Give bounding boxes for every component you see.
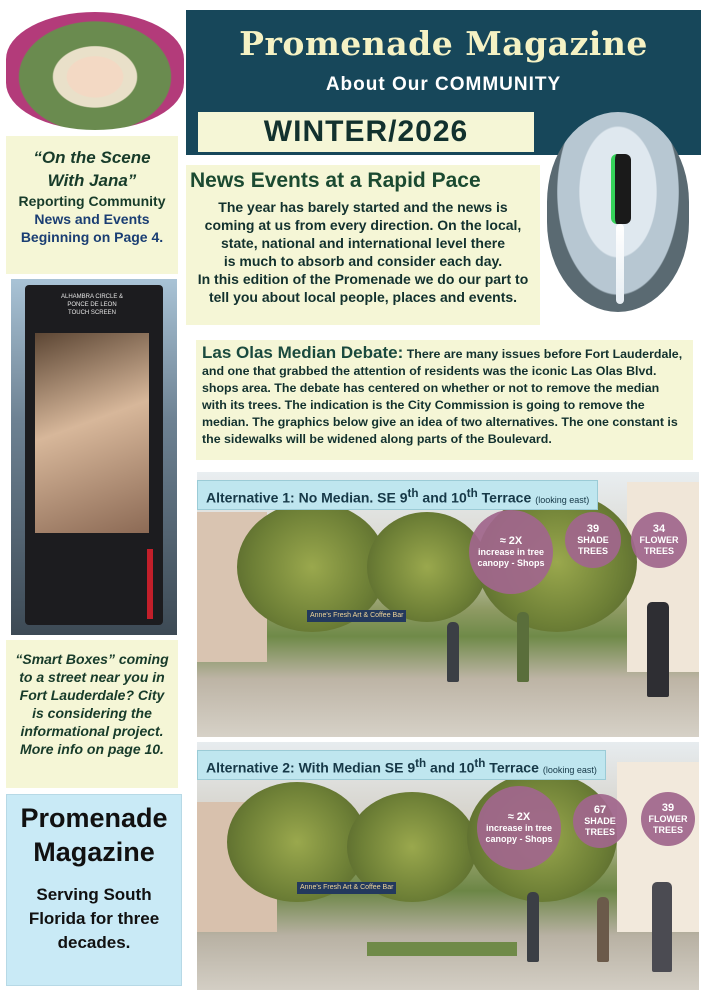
on-the-scene-panel [6,136,178,274]
label-part: Alternative 2: With Median SE 9 [206,759,416,776]
alternative-2-rendering [197,742,699,990]
flower-trees-circle [631,512,687,568]
stat-number: 39 [661,801,675,814]
label-part: Terrace [477,489,532,506]
stat-text: increase in tree canopy - Shops [485,822,553,844]
label-note: (looking east) [535,494,590,505]
alternative-1-rendering [197,472,699,737]
news-body [190,198,536,306]
label-sup: th [415,757,427,770]
median-planter [367,942,517,956]
stat-text: SHADE TREES [577,534,609,556]
caption-line: Fort Lauderdale? City [19,687,165,703]
pedestrian [652,882,672,972]
news-headline: News Events at a Rapid Pace [190,169,481,192]
water-jet [616,224,624,304]
caption-line: informational project. [20,723,164,739]
magazine-title: Promenade Magazine [239,24,648,63]
jana-portrait-photo [6,12,184,130]
scene-subtitle: News and Events [34,211,150,227]
stat-text: SHADE TREES [584,815,616,837]
stat-number: ≈ 2X [499,534,523,547]
canopy-stat-circle [469,510,553,594]
shade-trees-circle [573,794,627,848]
pedestrian [647,602,669,697]
stat-text: increase in tree canopy - Shops [477,546,545,568]
news-line: is much to absorb and consider each day. [223,253,503,269]
promo-title-line: Promenade [20,803,168,833]
alternative-1-label [197,480,598,510]
jetpack-rider [611,154,631,224]
las-olas-headline: Las Olas Median Debate: [202,343,404,362]
news-line: tell you about local people, places and events. [208,289,518,305]
scene-subtitle: Reporting Community [18,193,166,209]
stat-text: FLOWER TREES [648,813,688,835]
alternative-2-label [197,750,606,780]
magazine-subtitle: About Our COMMUNITY [325,74,562,95]
pedestrian [447,622,459,682]
label-note: (looking east) [542,764,597,775]
kiosk-text: ALHAMBRA CIRCLE & [60,294,124,300]
promo-tagline [7,883,181,955]
news-line: state, national and international level there [221,235,505,251]
smart-box-kiosk-photo [11,279,177,635]
pedestrian [517,612,529,682]
caption-line: to a street near you in [19,669,165,685]
scene-subtitle: Beginning on Page 4. [20,229,164,245]
jetpack-photo [547,112,689,312]
label-part: and 10 [418,489,467,506]
stat-number: 67 [593,803,607,816]
news-article [186,165,540,325]
news-line: In this edition of the Promenade we do our part to [197,271,529,287]
stat-number: 34 [652,522,666,535]
smart-boxes-caption [6,640,178,788]
shop-sign: Anne's Fresh Art & Coffee Bar [307,610,406,622]
scene-title-line: With Jana” [47,171,137,190]
canopy-stat-circle [477,786,561,870]
promo-tagline-line: Florida for three [28,909,160,928]
shade-trees-circle [565,512,621,568]
kiosk-body [25,285,163,625]
label-sup: th [407,487,419,500]
stat-number: ≈ 2X [507,810,531,823]
caption-line: “Smart Boxes” coming [15,651,169,667]
las-olas-article [196,340,693,460]
scene-title-line: “On the Scene [33,148,151,167]
news-line: The year has barely started and the news is [218,199,508,215]
las-olas-body: There are many issues before Fort Lauderdale, and one that grabbed the attention of residents was the iconic Las Olas Blvd. shops area. The debate has centered on whether or not to remove the median with its trees. The indication is the City Commission is going to remove the median. The graphics below give an idea of two alternatives. The one constant is the sidewalks will be widened along parts of the Boulevard. [202,347,683,446]
caption-line: More info on page 10. [20,741,164,757]
issue-label: WINTER/2026 [196,110,536,154]
kiosk-screen-ad [35,333,149,533]
kiosk-red-stripe [147,549,153,619]
stat-number: 39 [586,522,600,535]
flower-trees-circle [641,792,695,846]
news-line: coming at us from every direction. On the local, [204,217,522,233]
magazine-promo-panel [6,794,182,986]
kiosk-header-text [35,293,149,327]
promo-title [7,801,181,869]
caption-line: is considering the [32,705,152,721]
kiosk-text: PONCE DE LEON [67,302,117,308]
promo-tagline-line: Serving South [36,885,152,904]
pedestrian [527,892,539,962]
tree [367,512,487,622]
kiosk-text: TOUCH SCREEN [68,310,116,316]
scene-title [6,146,178,192]
pedestrian [597,897,609,962]
promo-title-line: Magazine [33,837,155,867]
promo-tagline-line: decades. [57,933,131,952]
label-part: and 10 [426,759,475,776]
label-sup: th [466,487,478,500]
stat-text: FLOWER TREES [639,534,679,556]
label-part: Alternative 1: No Median. SE 9 [206,489,408,506]
label-part: Terrace [485,759,539,776]
shop-sign: Anne's Fresh Art & Coffee Bar [297,882,396,894]
label-sup: th [474,757,486,770]
